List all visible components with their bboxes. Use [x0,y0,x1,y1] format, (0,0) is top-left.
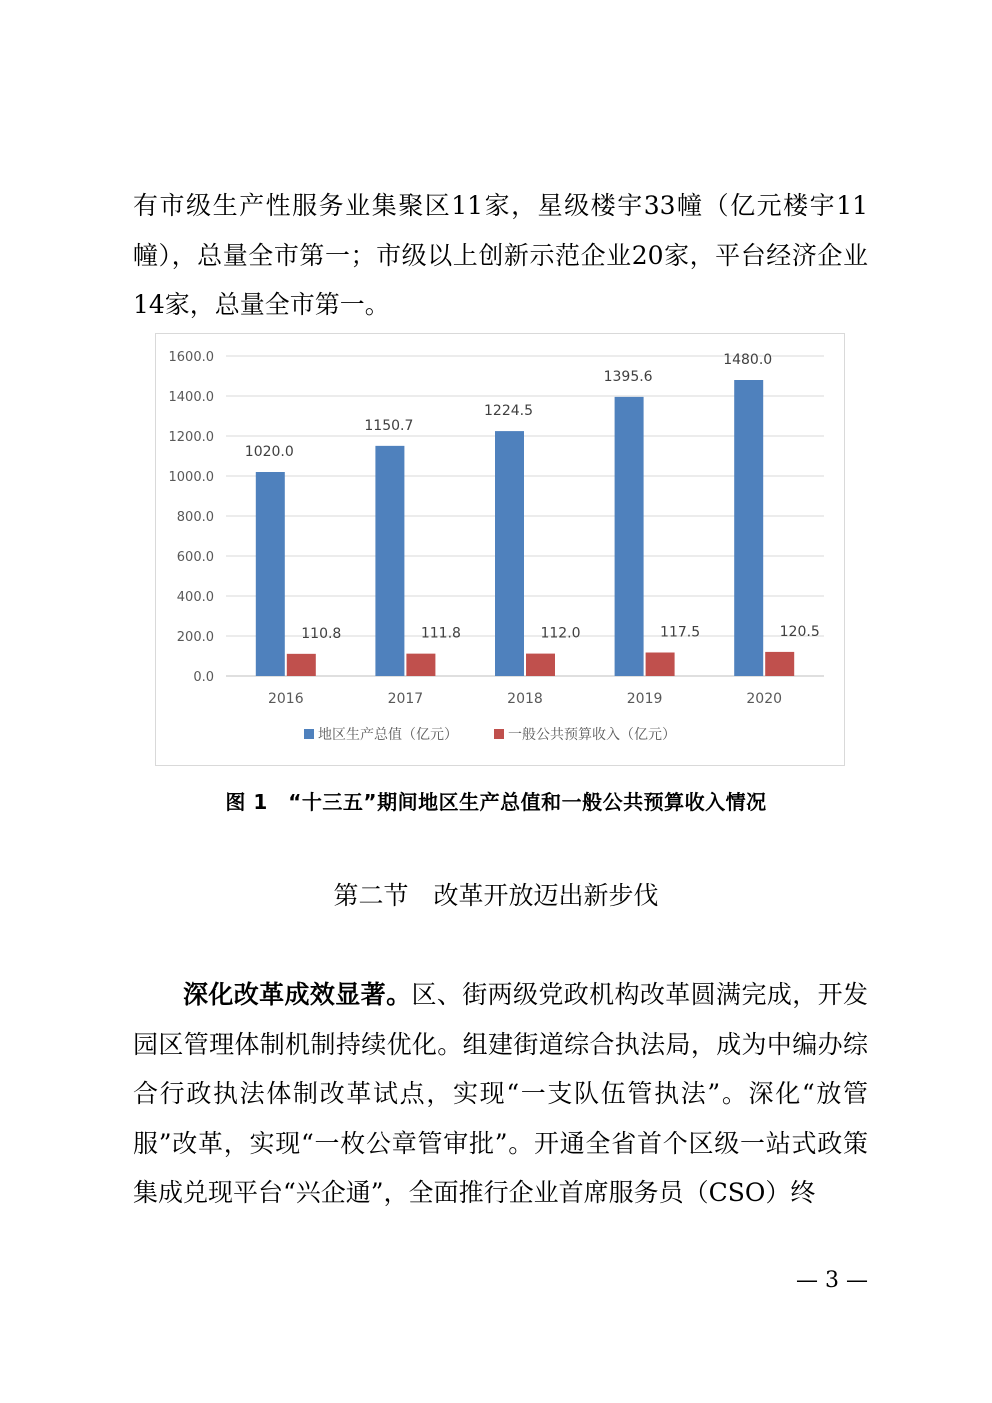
y-tick-label: 400.0 [176,590,214,605]
page-number: — 3 — [796,1268,868,1293]
data-label: 1395.6 [603,368,653,385]
body-paragraph-1: 有市级生产性服务业集聚区11家，星级楼宇33幢（亿元楼宇11幢），总量全市第一；市级以上创新示范企业20家，平台经济企业14家，总量全市第一。 [133,191,868,319]
data-label: 1020.0 [244,444,294,460]
x-tick-label: 2018 [507,691,543,707]
legend-label: 一般公共预算收入（亿元） [508,727,676,743]
y-tick-label: 0.0 [193,670,214,685]
section-heading: 第二节 改革开放迈出新步伐 [333,881,659,910]
x-tick-label: 2016 [267,691,304,707]
data-label: 110.8 [301,625,342,642]
data-label: 1150.7 [364,417,414,434]
chart-frame [155,333,845,766]
revenue-bar [406,654,435,676]
revenue-bar [526,654,555,676]
y-tick-label: 1000.0 [168,470,214,485]
gdp-bar [615,397,644,676]
gdp-bar [734,380,763,676]
revenue-bar [287,654,316,676]
data-label: 117.5 [660,624,701,641]
bar-chart [156,334,846,767]
paragraph-lead: 深化改革成效显著。 [183,980,412,1009]
figure-caption: 图 1 “十三五”期间地区生产总值和一般公共预算收入情况 [225,790,767,814]
x-tick-label: 2017 [387,691,424,707]
paragraph-text: 区、街两级党政机构改革圆满完成，开发园区管理体制机制持续优化。组建街道综合执法局，成为中编办综合行政执法体制改革试点，实现“一支队伍管执法”。深化“放管服”改革，实现“一枚公章管审批”。开通全省首个区级一站式政策集成兑现平台“兴企通”，全面推行企业首席服务员（CSO）终 [133,980,868,1207]
data-label: 111.8 [420,625,461,642]
x-tick-label: 2020 [746,691,783,707]
data-label: 1480.0 [723,352,773,368]
body-paragraph-2 [133,970,868,1218]
y-tick-label: 1400.0 [168,390,214,405]
legend-label: 地区生产总值（亿元） [318,727,458,743]
y-tick-label: 1600.0 [168,350,214,365]
y-tick-label: 800.0 [176,510,214,525]
x-tick-label: 2019 [626,691,663,707]
y-tick-label: 1200.0 [168,430,214,445]
gdp-bar [375,446,404,676]
revenue-bar [765,652,794,676]
gdp-bar [495,431,524,676]
y-tick-label: 600.0 [176,550,214,565]
revenue-bar [646,653,675,677]
legend-swatch [494,729,504,739]
data-label: 112.0 [540,625,581,642]
data-label: 120.5 [779,623,820,640]
gdp-bar [256,472,285,676]
data-label: 1224.5 [484,403,533,420]
legend-swatch [304,729,314,739]
y-tick-label: 200.0 [176,630,214,645]
